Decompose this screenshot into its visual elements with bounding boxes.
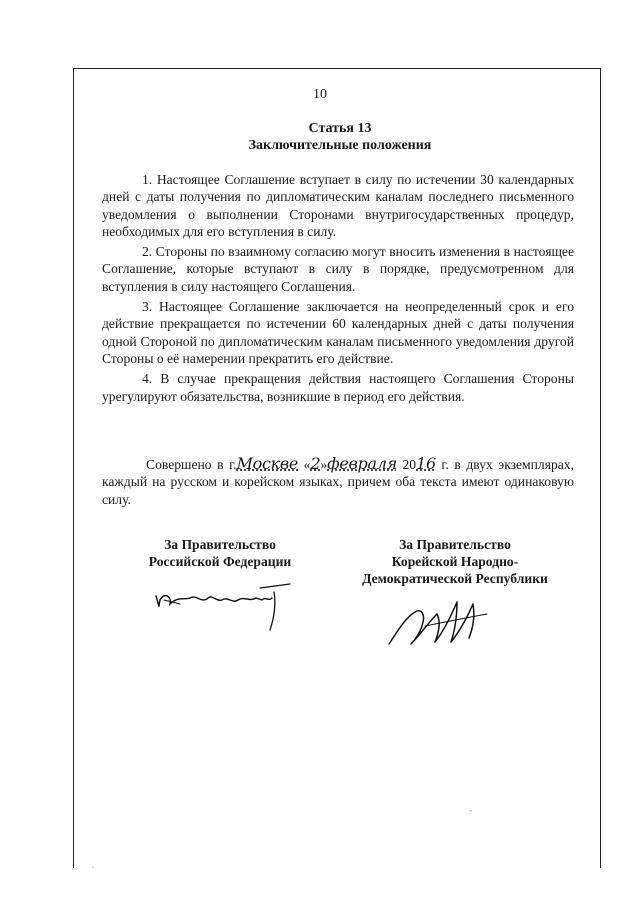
- signatory-right: [340, 536, 570, 587]
- handwritten-day: 2: [310, 454, 321, 473]
- signatory-right-line3: Демократической Республики: [362, 571, 548, 586]
- paragraph-3: 3. Настоящее Соглашение заключается на неопределенный срок и его действие прекращается по истечении 60 календарных дней с даты получения одной Стороной по дипломатическим каналам письменного уведомления другой Стороны о её намерении прекратить его действие.: [102, 299, 574, 366]
- done-at-paragraph: [102, 455, 574, 508]
- year-prefix: 20: [402, 457, 417, 472]
- open-quote: «: [303, 457, 311, 472]
- paragraph-1: 1. Настоящее Соглашение вступает в силу по истечении 30 календарных дней с даты получения по дипломатическим каналам последнего письменного уведомления о выполнении Сторонами внутригосударственных процедур, необходимых для его вступления в силу.: [102, 172, 574, 239]
- paragraph-2: 2. Стороны по взаимному согласию могут вносить изменения в настоящее Соглашение, которые вступают в силу в порядке, предусмотренном для вступления в силу настоящего Соглашения.: [102, 244, 574, 294]
- handwritten-month: февраля: [327, 454, 397, 473]
- done-at-suffix: г. в двух экземплярах, каждый на русском и корейском языках, причем оба текста имеют одинаковую силу.: [102, 457, 574, 507]
- paragraph-4: 4. В случае прекращения действия настоящего Соглашения Стороны урегулируют обязательства, возникшие в период его действия.: [102, 371, 574, 404]
- signatory-left: [120, 536, 320, 570]
- signatory-right-line2: Корейской Народно-: [391, 554, 519, 569]
- signature-left: [150, 578, 300, 638]
- signatory-left-line2: Российской Федерации: [148, 554, 292, 569]
- article-subtitle: Заключительные положения: [248, 138, 432, 153]
- handwritten-year: 16: [416, 454, 436, 473]
- article-body: [102, 171, 574, 408]
- done-at-prefix: Совершено в г.: [146, 457, 237, 472]
- close-quote: »: [320, 457, 328, 472]
- article-title: Статья 13: [308, 121, 372, 136]
- handwritten-city: Москве: [236, 454, 299, 473]
- page-number: 10: [313, 87, 327, 102]
- scan-mark: .: [92, 862, 94, 870]
- signatory-left-line1: За Правительство: [164, 537, 276, 552]
- scan-mark: ,: [470, 805, 472, 813]
- signature-right: [385, 592, 505, 654]
- signatory-right-line1: За Правительство: [399, 537, 511, 552]
